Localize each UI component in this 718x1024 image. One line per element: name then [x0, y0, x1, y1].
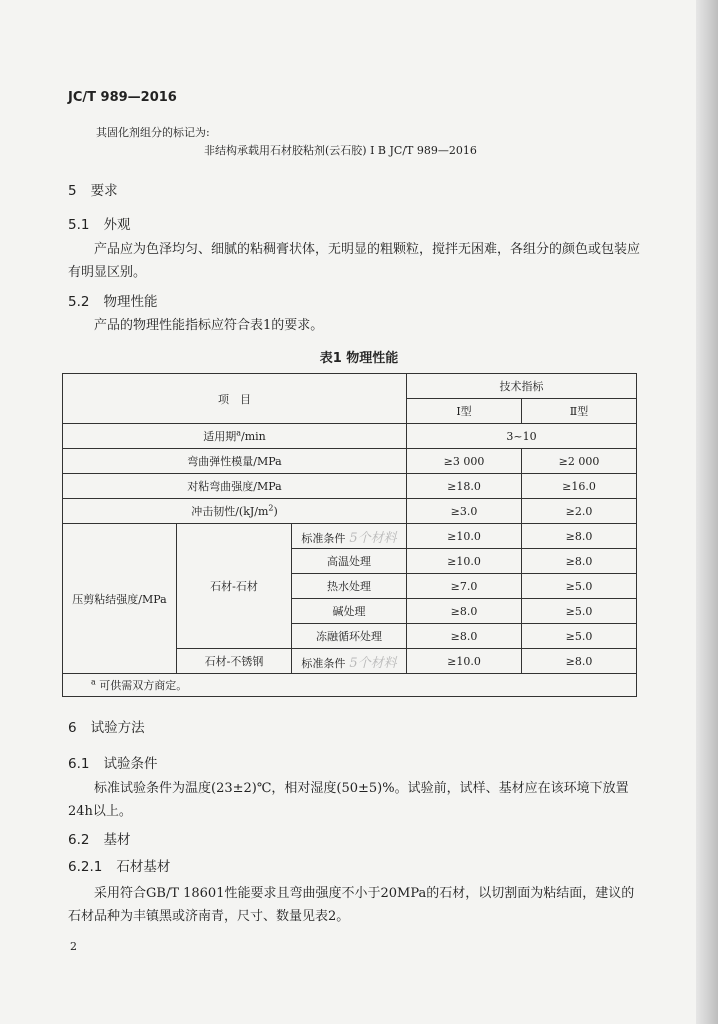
row-value-type-1: ≥8.0 — [407, 624, 522, 649]
condition-cell: 标准条件 5个材料 — [292, 524, 407, 549]
mark-example: 非结构承载用石材胶粘剂(云石胶) I B JC/T 989—2016 — [204, 144, 477, 157]
row-value-type-2: ≥8.0 — [522, 524, 637, 549]
row-value-type-1: ≥8.0 — [407, 599, 522, 624]
section-title: 试验条件 — [103, 756, 158, 772]
condition-cell: 热水处理 — [292, 574, 407, 599]
row-value-type-2: ≥5.0 — [522, 574, 637, 599]
row-value-type-2: ≥2.0 — [522, 499, 637, 524]
handwritten-annotation: 5个材料 — [349, 655, 397, 671]
group-stone-stone: 石材-石材 — [177, 524, 292, 649]
section-number: 6.1 — [68, 756, 90, 772]
header-tech-index: 技术指标 — [407, 374, 637, 399]
table-row — [63, 499, 637, 524]
section-6-1-heading — [68, 752, 157, 772]
table-caption: 表1 物理性能 — [319, 351, 399, 366]
header-item: 项 目 — [63, 374, 407, 424]
section-6-heading — [68, 716, 145, 736]
page-edge-shadow — [696, 0, 718, 1024]
mark-intro: 其固化剂组分的标记为: — [96, 126, 210, 139]
table-header-row — [63, 374, 637, 399]
standard-id: JC/T 989—2016 — [68, 90, 177, 105]
row-value-type-2: ≥5.0 — [522, 624, 637, 649]
section-number: 6.2.1 — [68, 859, 103, 875]
header-type-2: Ⅱ型 — [522, 399, 637, 424]
row-value-type-1: ≥10.0 — [407, 524, 522, 549]
section-title: 外观 — [103, 217, 131, 233]
stone-substrate-paragraph: 采用符合GB/T 18601性能要求且弯曲强度不小于20MPa的石材，以切割面为粘结面，建议的石材品种为丰镇黑或济南青，尺寸、数量见表2。 — [68, 886, 635, 924]
table-footnote-row — [63, 674, 637, 697]
condition-cell: 标准条件 5个材料 — [292, 649, 407, 674]
condition-cell: 高温处理 — [292, 549, 407, 574]
condition-cell: 冻融循环处理 — [292, 624, 407, 649]
row-value-type-2: ≥8.0 — [522, 649, 637, 674]
appearance-paragraph: 产品应为色泽均匀、细腻的粘稠膏状体，无明显的粗颗粒，搅拌无困难，各组分的颜色或包装应有明显区别。 — [68, 242, 641, 280]
row-label: 弯曲弹性模量/MPa — [63, 449, 407, 474]
section-title: 石材基材 — [116, 859, 171, 875]
section-number: 5.1 — [68, 217, 90, 233]
physical-properties-paragraph: 产品的物理性能指标应符合表1的要求。 — [94, 318, 324, 333]
section-5-1-heading — [68, 213, 130, 233]
section-6-2-heading — [68, 828, 130, 848]
row-value-type-1: ≥10.0 — [407, 549, 522, 574]
row-value-type-2: ≥16.0 — [522, 474, 637, 499]
section-5-2-heading — [68, 290, 157, 310]
section-5-heading — [68, 179, 118, 199]
row-value-type-1: ≥7.0 — [407, 574, 522, 599]
row-value-type-1: ≥10.0 — [407, 649, 522, 674]
section-number: 5.2 — [68, 294, 90, 310]
row-value-type-1: ≥3.0 — [407, 499, 522, 524]
row-value-type-2: ≥8.0 — [522, 549, 637, 574]
section-6-2-1-heading — [68, 855, 170, 875]
section-title: 基材 — [103, 832, 131, 848]
row-value-type-2: ≥2 000 — [522, 449, 637, 474]
row-value-type-1: ≥3 000 — [407, 449, 522, 474]
table-row — [63, 524, 637, 549]
section-number: 6.2 — [68, 832, 90, 848]
test-conditions-paragraph: 标准试验条件为温度(23±2)℃，相对湿度(50±5)%。试验前，试样、基材应在该环境下放置24h以上。 — [68, 781, 629, 819]
row-value-merged: 3~10 — [407, 424, 637, 449]
section-title: 要求 — [90, 183, 118, 199]
section-number: 6 — [68, 720, 77, 736]
table-row — [63, 449, 637, 474]
section-title: 试验方法 — [90, 720, 145, 736]
header-type-1: Ⅰ型 — [407, 399, 522, 424]
section-number: 5 — [68, 183, 77, 199]
row-label: 对粘弯曲强度/MPa — [63, 474, 407, 499]
physical-properties-table — [62, 373, 637, 697]
section-title: 物理性能 — [103, 294, 158, 310]
row-label: 冲击韧性$/(kJ/m^2)$ — [63, 499, 407, 524]
handwritten-annotation: 5个材料 — [349, 530, 397, 546]
table-row — [63, 424, 637, 449]
condition-cell: 碱处理 — [292, 599, 407, 624]
row-label: 适用期$^a$/min — [63, 424, 407, 449]
table-row — [63, 474, 637, 499]
group-stone-steel: 石材-不锈钢 — [177, 649, 292, 674]
table-footnote: $^a$ 可供需双方商定。 — [63, 674, 637, 697]
shear-strength-label: 压剪粘结强度/MPa — [63, 524, 177, 674]
page-number: 2 — [70, 940, 77, 953]
row-value-type-2: ≥5.0 — [522, 599, 637, 624]
row-value-type-1: ≥18.0 — [407, 474, 522, 499]
